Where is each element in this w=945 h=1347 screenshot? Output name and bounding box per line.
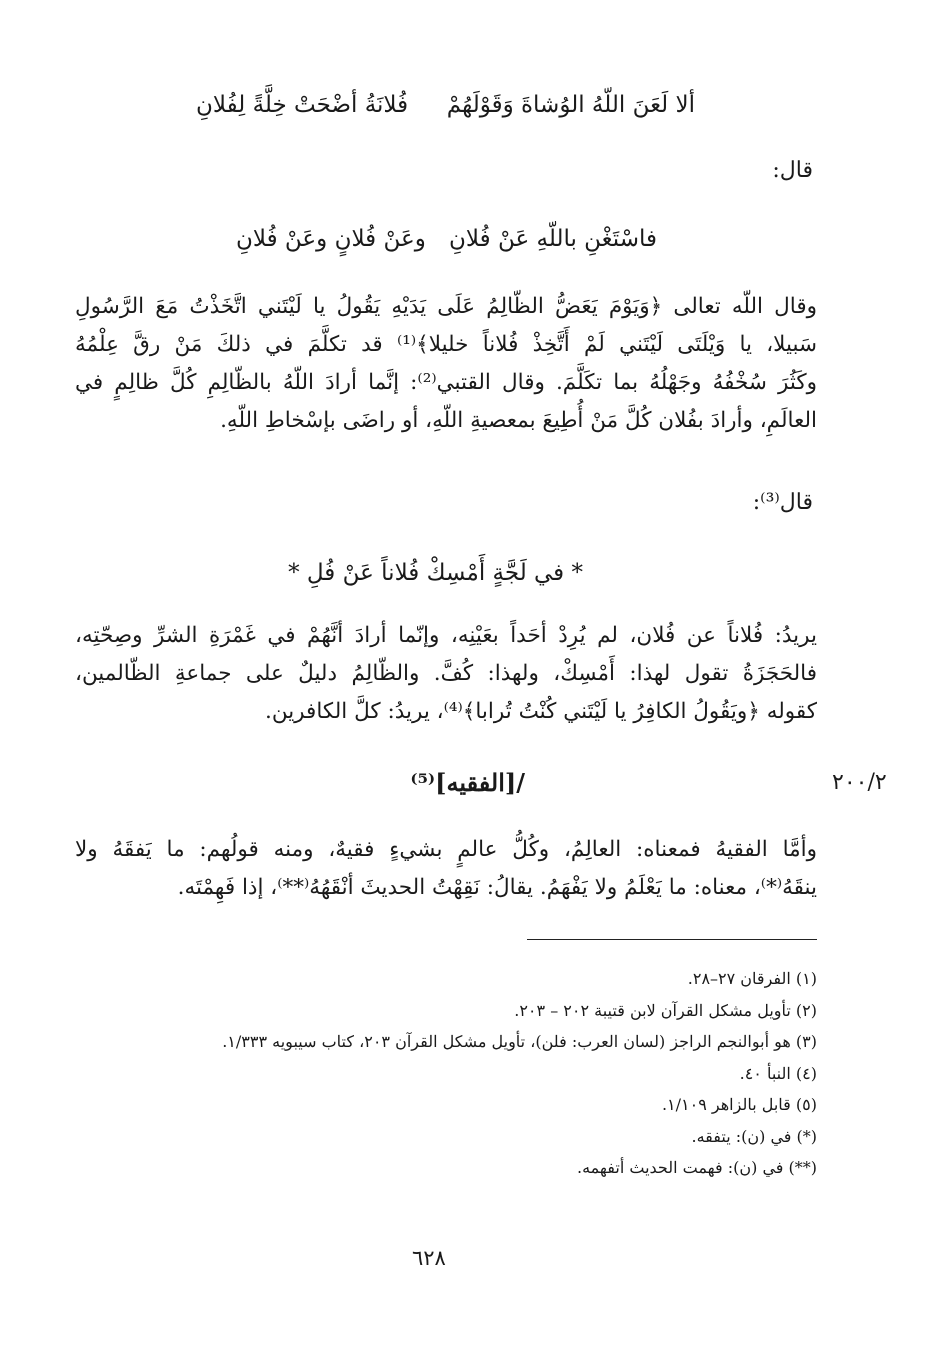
paragraph-1 [75,288,817,440]
footnote: (**) في (ن): فهمت الحديث أتفهمه. [577,1158,817,1177]
margin-reference: ٢٠٠/٢ [832,770,887,795]
paragraph-3-line: وأمَّا الفقيهُ فمعناه: العالِمُ، وكُلُّ عالمٍ بشيءٍ فقيهٌ، ومنه قولُهم: ما يَفقَهُ ولا [75,837,817,862]
label-qal: قال: [772,158,813,183]
paragraph-1-line: سَبيلا، يا وَيْلَتَى لَيْتَني لَمْ أَتَّخِذْ فُلاناً خليلا﴾⁽¹⁾ قد تكلَّمَ في ذلكَ مَنْ رقَّ عِلْمُهُ [75,332,818,357]
verse-2-first-hemistich: فاسْتَغْنِ باللّهِ عَنْ فُلانِ [449,226,657,252]
paragraph-2-line: كقوله ﴿ويَقُولُ الكافِرُ يا لَيْتَني كُنْتُ تُرابا﴾⁽⁴⁾، يريدُ: كلَّ الكافرين. [265,699,817,724]
verse-3: * في لَجَّةٍ أَمْسِكْ فُلاناً عَنْ فُلِ * [288,560,583,586]
footnote: (٤) النبأ ٤٠. [739,1063,817,1083]
paragraph-2-line: فالحَجَزَةُ تقول لهذا: أَمْسِكْ، ولهذا: كُفَّ. والظّالِمُ دليلٌ على جماعةِ الظّالمين، [75,661,817,686]
paragraph-3 [75,831,817,907]
paragraph-2 [75,617,817,731]
paragraph-1-line: وكَثُرَ سُخْفُهُ وجَهْلُهُ بما تكَلَّمَ. وقال القتبي⁽²⁾: إنَّما أرادَ اللّهُ بالظّالِمِ كُلَّ ظالِمٍ في [75,370,817,395]
page-number: ٦٢٨ [412,1246,446,1270]
footnote: (٢) تأويل مشكل القرآن لابن قتيبة ٢٠٢ – ٢٠٣. [514,1000,817,1020]
paragraph-1-line: وقال اللّه تعالى ﴿وَيَوْمَ يَعَضُّ الظّالِمُ عَلَى يَدَيْهِ يَقُولُ يا لَيْتَني اتَّخَذْتُ مَعَ الرَّسُولِ [75,294,817,319]
footnote: (١) الفرقان ٢٧–٢٨. [687,969,817,988]
verse-2-second-hemistich: وعَنْ فُلانٍ وعَنْ فُلانِ [236,226,426,252]
footnote: (٣) هو أبوالنجم الراجز (لسان العرب: فلن)، تأويل مشكل القرآن ٢٠٣، كتاب سيبويه ١/٣٣٣. [222,1032,817,1051]
label-qal-3: قال⁽³⁾: [752,490,813,515]
paragraph-1-line: العالَمِ، وأرادَ بفُلان كُلَّ مَنْ أُطِيعَ بمعصيةِ اللّهِ، أو راضَى بإسْخاطِ اللّهِ. [220,408,817,433]
footnote: (٥) قابل بالزاهر ١/١٠٩. [661,1095,817,1114]
section-heading-faqih: /[الفقيه]⁽⁵⁾ [410,768,525,797]
verse-1-first-hemistich: ألا لَعَنَ اللّهُ الوُشاةَ وَقَوْلَهُمْ [446,92,695,118]
footnote: (*) في (ن): يتفقه. [691,1126,817,1146]
verse-1-second-hemistich: فُلانَةُ أضْحَتْ خِلَّةً لِفُلانِ [196,92,409,118]
footnotes [222,963,817,1184]
paragraph-3-line: ينقَهُ⁽*⁾، معناه: ما يَعْلَمُ ولا يَفْهَمُ. يقالُ: نَقِهْتُ الحديثَ أنْقَهُهُ⁽**⁾، إذا فَهِمْتَه. [177,875,817,900]
footnote-separator [527,939,817,940]
paragraph-2-line: يريدُ: فُلاناً عن فُلان، لم يُرِدْ أحَداً بعَيْنِه، وإنّما أرادَ أنَّهُمْ في غَمْرَةِ الشرِّ وصِحّتِه، [75,623,817,648]
